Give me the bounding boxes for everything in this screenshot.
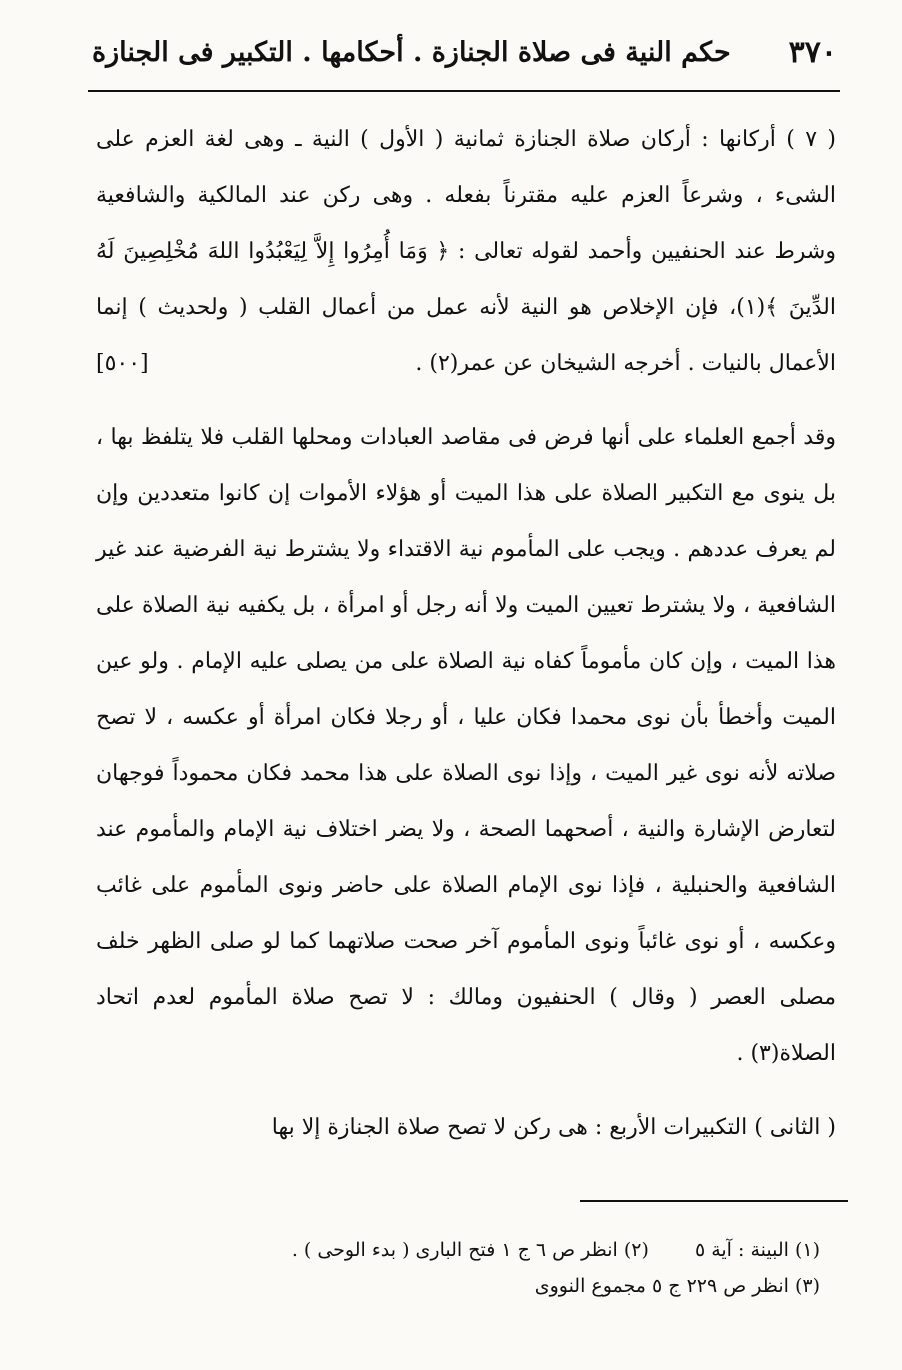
paragraph-takbirat: ( الثانى ) التكبيرات الأربع : هى ركن لا تصح صلاة الجنازة إلا بها: [271, 1115, 836, 1140]
paragraph-gap: [96, 392, 836, 410]
footnote-row: [120, 1232, 820, 1268]
page-header: [92, 24, 837, 80]
footnotes: [120, 1232, 820, 1304]
footnote-rule: [580, 1200, 848, 1202]
header-rule: [88, 90, 840, 92]
footnote-3: (٣) انظر ص ٢٢٩ ج ٥ مجموع النووى: [534, 1275, 820, 1297]
reference-number: [٥٠٠]: [96, 351, 149, 376]
page-number: ٣٧٠: [788, 34, 837, 70]
paragraph-gap: [96, 1082, 836, 1100]
main-text: [96, 112, 836, 1156]
running-title: حكم النية فى صلاة الجنازة . أحكامها . التكبير فى الجنازة: [92, 36, 731, 68]
paragraph-intention: وقد أجمع العلماء على أنها فرض فى مقاصد العبادات ومحلها القلب فلا يتلفظ بها ، بل ينوى مع التكبير الصلاة على هذا الميت أو هؤلاء الأموات إن كانوا متعددين وإن لم يعرف عددهم . ويجب على المأموم نية الاقتداء ولا يشترط نية الفرضية عند غير الشافعية ، ولا يشترط تعيين الميت ولا أنه رجل أو امرأة ، بل يكفيه نية الصلاة على هذا الميت ، وإن كان مأموماً كفاه نية الصلاة على من يصلى عليه الإمام . ولو عين الميت وأخطأ بأن نوى محمدا فكان عليا ، أو رجلا فكان امرأة أو عكسه ، لا تصح صلاته لأنه نوى غير الميت ، وإذا نوى الصلاة على هذا محمد فكان محموداً فوجهان لتعارض الإشارة والنية ، أصحهما الصحة ، ولا يضر اختلاف نية الإمام والمأموم عند الشافعية والحنبلية ، فإذا نوى الإمام الصلاة على حاضر ونوى المأموم على غائب وعكسه ، أو نوى غائباً ونوى المأموم آخر صحت صلاتهما كما لو صلى الظهر خلف مصلى العصر ( وقال ) الحنفيون ومالك : لا تصح صلاة المأموم لعدم اتحاد الصلاة(٣) .: [96, 425, 836, 1066]
paragraph-pillars-text: ( ٧ ) أركانها : أركان صلاة الجنازة ثمانية ( الأول ) النية ـ وهى لغة العزم على الشىء ، وشرعاً العزم عليه مقترناً بفعله . وهى ركن عند المالكية والشافعية وشرط عند الحنفيين وأحمد لقوله تعالى : ﴿ وَمَا أُمِرُوا إِلاَّ لِيَعْبُدُوا اللهَ مُخْلِصِينَ لَهُ الدِّينَ ﴾(١)، فإن الإخلاص هو النية لأنه عمل من أعمال القلب ( ولحديث ) إنما الأعمال بالنيات . أخرجه الشيخان عن عمر(٢) .: [96, 127, 837, 376]
footnote-row: [120, 1268, 820, 1304]
footnote-2: (٢) انظر ص ٦ ج ١ فتح البارى ( بدء الوحى ) .: [291, 1239, 649, 1261]
footnote-1: (١) البينة : آية ٥: [694, 1239, 820, 1261]
paragraph-pillars: [96, 112, 836, 392]
